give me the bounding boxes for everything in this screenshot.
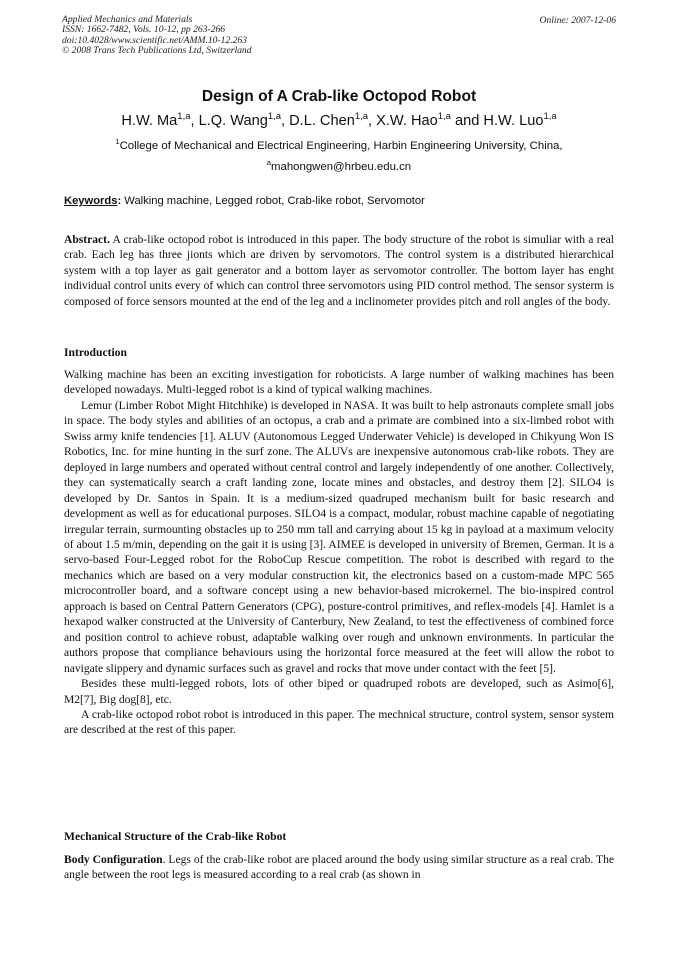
author-name: D.L. Chen: [289, 113, 355, 129]
email-mark: a: [266, 158, 271, 168]
author-separator: ,: [190, 113, 199, 129]
affiliation-text: College of Mechanical and Electrical Engineering, Harbin Engineering University, China,: [119, 140, 563, 152]
keywords-colon: :: [117, 195, 122, 207]
author-affiliation-mark: 1,a: [543, 111, 557, 123]
author-affiliation-mark: 1,a: [177, 111, 191, 123]
paragraph: A crab-like octopod robot robot is introduced in this paper. The mechnical structure, control system, sensor system are described at the rest of this paper.: [64, 708, 614, 737]
author: [483, 113, 556, 129]
author-name: H.W. Luo: [483, 113, 544, 129]
affiliation-mark: 1: [115, 137, 120, 147]
author-email: [0, 158, 678, 173]
introduction-body: [64, 368, 614, 739]
affiliation: [0, 137, 678, 152]
author-separator: and: [450, 113, 484, 129]
journal-header: [62, 15, 252, 57]
author-name: X.W. Hao: [376, 113, 438, 129]
journal-doi: doi:10.4028/www.scientific.net/AMM.10-12.263: [62, 34, 248, 46]
author: [376, 113, 451, 129]
section-heading-mechanical-structure: Mechanical Structure of the Crab-like Robot: [64, 830, 287, 843]
body-configuration-label: Body Configuration: [64, 854, 163, 866]
keywords-label: Keywords: [64, 195, 118, 207]
paper-title: Design of A Crab-like Octopod Robot: [201, 88, 477, 105]
keywords: [64, 195, 425, 207]
author-separator: ,: [281, 113, 290, 129]
email-address: mahongwen@hrbeu.edu.cn: [271, 161, 412, 173]
author: [289, 113, 368, 129]
journal-name: Applied Mechanics and Materials: [62, 14, 193, 25]
keywords-text: Walking machine, Legged robot, Crab-like robot, Servomotor: [121, 195, 425, 207]
abstract: [64, 233, 614, 310]
paragraph: Besides these multi-legged robots, lots of other biped or quadruped robots are developed, such as Asimo[6], M2[7], Big dog[8], etc.: [64, 678, 614, 706]
author-affiliation-mark: 1,a: [354, 111, 369, 123]
journal-issn: ISSN: 1662-7482, Vols. 10-12, pp 263-266: [62, 24, 226, 36]
author: [199, 113, 281, 129]
author-name: H.W. Ma: [121, 113, 178, 129]
online-date: Online: 2007-12-06: [539, 15, 616, 26]
author-list: [0, 113, 678, 129]
journal-copyright: © 2008 Trans Tech Publications Ltd, Switzerland: [62, 45, 252, 57]
section-heading-introduction: Introduction: [64, 346, 127, 359]
abstract-label: Abstract.: [64, 234, 110, 246]
paragraph: Walking machine has been an exciting investigation for roboticists. A large number of walking machines has been developed nowadays. Multi-legged robot is a kind of typical walking machines.: [64, 369, 614, 397]
paragraph: Lemur (Limber Robot Might Hitchhike) is developed in NASA. It was built to help astronauts complete small jobs in space. The body styles and abilities of an octopus, a crab and a primate are combined into a six-limbed robot with Swiss army knife tendencies [1]. ALUV (Autonomous Legged Underwater Vehicle) is developed in Chikyung Won IS Robotics, Inc. for mine hunting in the surf zone. The ALUVs are inexpensive autonomous crab-like robots. They are deployed in large numbers and operated without central control and largely independently of one another. Collectively, they can systematically search a craft landing zone, locate mines and obstacles, and destroy them [2]. SILO4 is developed by Dr. Santos in Spain. It is a medium-sized quadruped mechanism built for basic research and development as well as for educational purposes. SILO4 is a compact, modular, robust machine capable of negotiating irregular terrain, surmounting obstacles up to 250 mm tall and carrying about 15 kg in payload at a maximum velocity of about 1.5 m/min, depending on the gait it is using [3]. AIMEE is developed in university of Bremen, German. It is a servo-based Four-Legged robot for the RoboCup Rescue competition. The robot is described with regard to the mechanics which are based on a very modular construction kit, the electronics based on a custom-made MPC 565 microcontroller board, and a software concept using a new behavior-based microkernel. The bio-inspired control approach is based on Central Pattern Generators (CPG), posture-control primitives, and reflex-models [4]. Hamlet is a hexapod walker constructed at the University of Canterbury, New Zealand, to test the effectiveness of combined force and position control to achieve robust, adaptable walking over rough and unknown environments. In particular the authors propose that compliance behaviours using the horizontal force measured at the feet will allow the robot to navigate slippery and dynamic surfaces such as gravel and rocks that move under contact with the feet [5].: [64, 399, 614, 675]
body-configuration-text: . Legs of the crab-like robot are placed around the body using similar structure as a real crab. The angle between the root legs is measured according to a real crab (as shown in: [64, 854, 614, 882]
author-separator: ,: [368, 113, 377, 129]
author: [121, 113, 190, 129]
abstract-text: A crab-like octopod robot is introduced in this paper. The body structure of the robot is simuliar with a real crab. Each leg has three jionts which are driven by servomotors. The control system is a distributed hierarchical system with a top layer as gait generator and a bottom layer as servomotor controller. The bottom layer has enght individual control units every of which can control three servomotors using PID control method. The sensor systerm is composed of force sensors mounted at the end of the leg and a inclinometer provides pitch and roll angles of the body.: [64, 234, 614, 308]
author-name: L.Q. Wang: [198, 113, 268, 129]
author-affiliation-mark: 1,a: [437, 111, 451, 123]
body-configuration-paragraph: [64, 853, 614, 884]
author-affiliation-mark: 1,a: [267, 111, 281, 123]
